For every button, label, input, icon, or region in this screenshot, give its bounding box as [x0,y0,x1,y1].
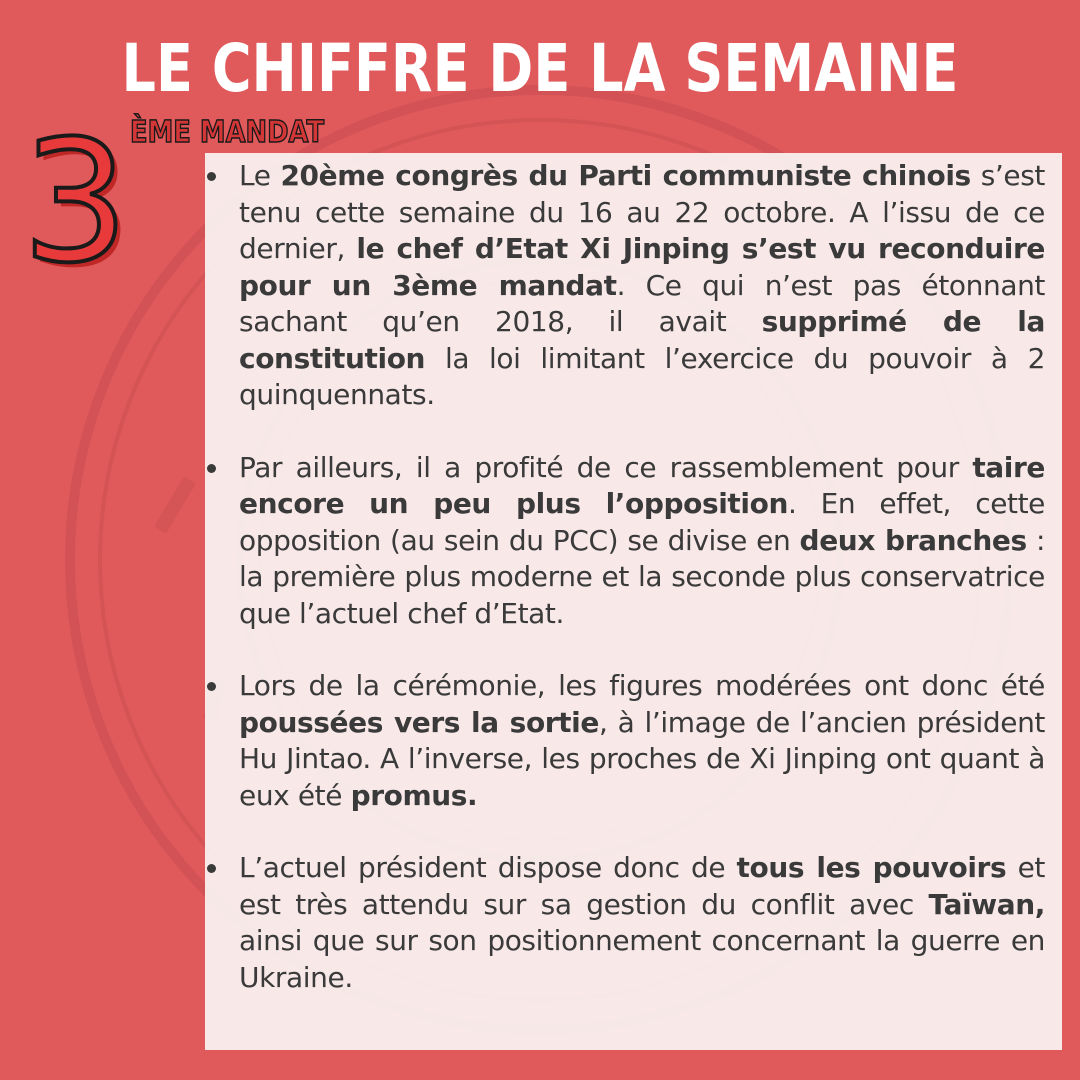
bold-text: tous les pouvoirs [736,851,1007,884]
text: : la première plus moderne et la seconde plus conservatrice que l’actuel chef d’Etat. [239,523,1045,630]
bullet-dot-icon [207,464,216,473]
text: . En effet, cette opposition (au sein du PCC) se divise en [239,487,1046,557]
bold-text: supprimé de la constitution [239,305,1045,375]
bold-text: le chef d’Etat Xi Jinping s’est vu reconduire pour un 3ème mandat [239,232,1045,302]
bullet-item [205,850,1045,996]
bullet-item [205,668,1045,814]
text: la loi limitant l’exercice du pouvoir à 2 quinquennats. [239,341,1045,411]
big-number: 3 [22,104,129,300]
text: L’actuel président dispose donc de [239,851,737,884]
bullet-item [205,158,1045,414]
bullet-list [205,158,1045,996]
text: . Ce qui n’est pas étonnant sachant qu’en 2018, il avait [239,268,1045,338]
text: Par ailleurs, il a profité de ce rassemblement pour [239,450,973,484]
text: Lors de la cérémonie, les figures modérées ont donc été [239,669,1045,702]
text: , à l’image de l’ancien président Hu Jintao. A l’inverse, les proches de Xi Jinping ont quant à eux été [239,705,1045,812]
text: et est très attendu sur sa gestion du conflit avec [239,851,1045,921]
page-title: LE CHIFFRE DE LA SEMAINE [121,30,959,107]
bold-text: poussées vers la sortie [239,705,599,739]
subtitle: ÈME MANDAT [130,115,325,150]
bold-text: promus. [350,778,478,812]
bullet-item [205,450,1045,633]
text: ainsi que sur son positionnement concernant la guerre en Ukraine. [239,924,1045,994]
bold-text: 20ème congrès du Parti communiste chinois [280,159,971,192]
bullet-dot-icon [207,682,216,691]
bullet-dot-icon [207,864,216,873]
bold-text: taire encore un peu plus l’opposition [239,450,1045,520]
bold-text: deux branches [799,523,1027,557]
bold-text: Taïwan, [928,887,1045,921]
bullet-dot-icon [207,172,216,181]
text: s’est tenu cette semaine du 16 au 22 octobre. A l’issu de ce dernier, [239,159,1045,265]
text: Le [239,159,281,192]
